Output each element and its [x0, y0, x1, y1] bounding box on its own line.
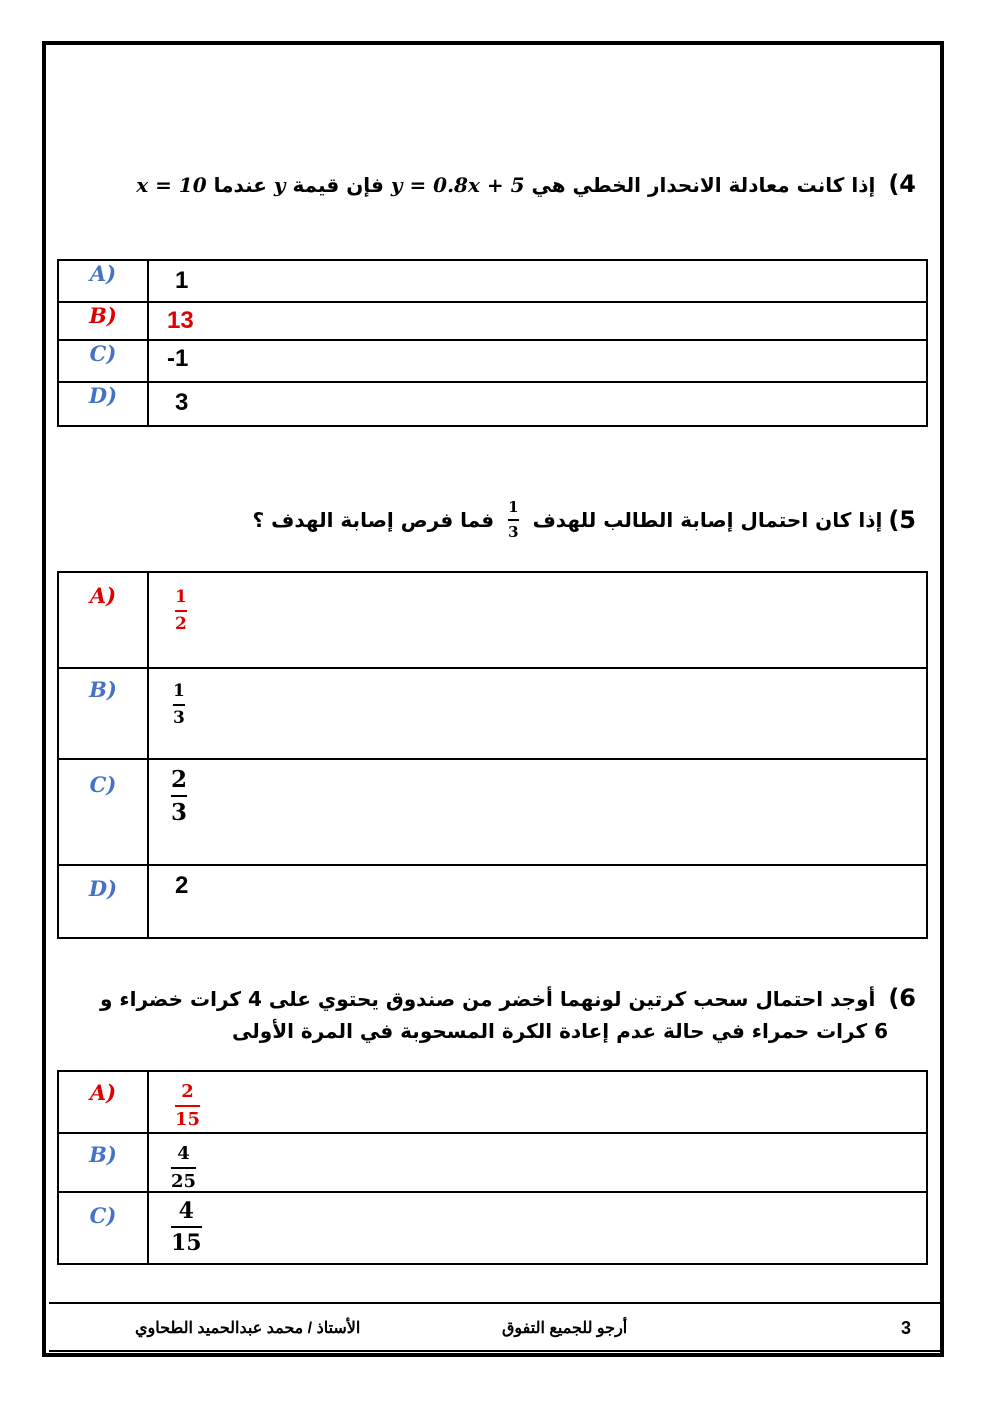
option-value [148, 759, 927, 865]
fraction-bar [173, 704, 185, 706]
option-row[interactable] [58, 382, 927, 426]
question-fraction [508, 500, 518, 540]
question-text: إذا كان احتمال إصابة الطالب للهدف [532, 508, 883, 532]
fraction-bar [508, 519, 518, 521]
option-value: 1 [148, 260, 927, 302]
option-row[interactable] [58, 340, 927, 382]
question-text: أوجد احتمال سحب كرتين لونهما أخضر من صندوق يحتوي على 4 كرات خضراء و [100, 987, 876, 1011]
variable: y [273, 173, 286, 197]
option-value-correct [148, 1071, 927, 1133]
equation: y = 0.8x + 5 [390, 173, 525, 197]
option-label: D) [58, 865, 148, 938]
option-label: C) [58, 759, 148, 865]
option-label: C) [58, 340, 148, 382]
page-footer [49, 1302, 942, 1352]
option-value [148, 1133, 927, 1192]
option-value: 2 [148, 865, 927, 938]
condition: x = 10 [136, 173, 207, 197]
option-row[interactable] [58, 759, 927, 865]
option-row[interactable] [58, 668, 927, 759]
question-4 [136, 170, 916, 198]
fraction-denominator: 3 [508, 523, 519, 541]
question-text-3: عندما [213, 173, 267, 197]
option-row[interactable] [58, 260, 927, 302]
fraction-numerator: 2 [181, 1081, 194, 1102]
question-number: 4) [888, 170, 916, 198]
fraction-denominator: 3 [173, 708, 185, 728]
option-row[interactable] [58, 1133, 927, 1192]
question-6 [76, 982, 916, 1047]
option-row[interactable] [58, 302, 927, 340]
fraction-denominator: 25 [171, 1171, 197, 1192]
option-fraction [175, 1083, 200, 1129]
page-number: 3 [901, 1318, 912, 1338]
option-fraction [171, 1200, 202, 1254]
option-row[interactable] [58, 1071, 927, 1133]
fraction-denominator: 2 [175, 614, 187, 634]
option-fraction [171, 1145, 196, 1191]
teacher-name: الأستاذ / محمد عبدالحميد الطحاوي [135, 1320, 361, 1337]
option-value-correct [148, 572, 927, 668]
fraction-bar [171, 1226, 202, 1228]
option-label: D) [58, 382, 148, 426]
fraction-denominator: 15 [175, 1109, 201, 1130]
option-label: A) [58, 572, 148, 668]
question-text: إذا كانت معادلة الانحدار الخطي هي [531, 173, 876, 197]
option-label: B) [58, 302, 148, 340]
option-label: C) [58, 1192, 148, 1264]
fraction-bar [175, 610, 187, 612]
options-table-q4 [57, 259, 928, 427]
options-table-q5 [57, 571, 928, 939]
option-value [148, 668, 927, 759]
option-value-correct: 13 [148, 302, 927, 340]
option-label: A) [58, 1071, 148, 1133]
fraction-numerator: 1 [175, 587, 187, 607]
fraction-denominator: 15 [171, 1230, 202, 1256]
question-text-2: فما فرص إصابة الهدف ؟ [252, 508, 495, 532]
question-number: 6) [888, 984, 916, 1012]
fraction-numerator: 1 [173, 681, 185, 701]
question-text-2: فإن قيمة [292, 173, 384, 197]
option-row[interactable] [58, 572, 927, 668]
fraction-numerator: 2 [171, 766, 188, 793]
question-text-2: 6 كرات حمراء في حالة عدم إعادة الكرة المسحوبة في المرة الأولى [232, 1019, 888, 1043]
question-line-1 [76, 982, 916, 1015]
fraction-numerator: 4 [178, 1198, 194, 1224]
option-value: -1 [148, 340, 927, 382]
option-value: 3 [148, 382, 927, 426]
fraction-denominator: 3 [171, 799, 188, 826]
option-row[interactable] [58, 1192, 927, 1264]
option-label: B) [58, 1133, 148, 1192]
option-row[interactable] [58, 865, 927, 938]
fraction-bar [171, 1167, 196, 1169]
option-fraction [171, 768, 187, 824]
option-fraction [173, 683, 185, 727]
option-label: B) [58, 668, 148, 759]
option-label: A) [58, 260, 148, 302]
option-fraction [175, 589, 187, 633]
option-value [148, 1192, 927, 1264]
question-number: 5) [888, 506, 916, 534]
fraction-bar [171, 795, 187, 797]
question-5 [253, 500, 916, 540]
fraction-bar [175, 1105, 200, 1107]
options-table-q6 [57, 1070, 928, 1265]
footer-wish: أرجو للجميع التفوق [502, 1320, 628, 1337]
fraction-numerator: 4 [177, 1143, 190, 1164]
fraction-numerator: 1 [508, 498, 519, 516]
